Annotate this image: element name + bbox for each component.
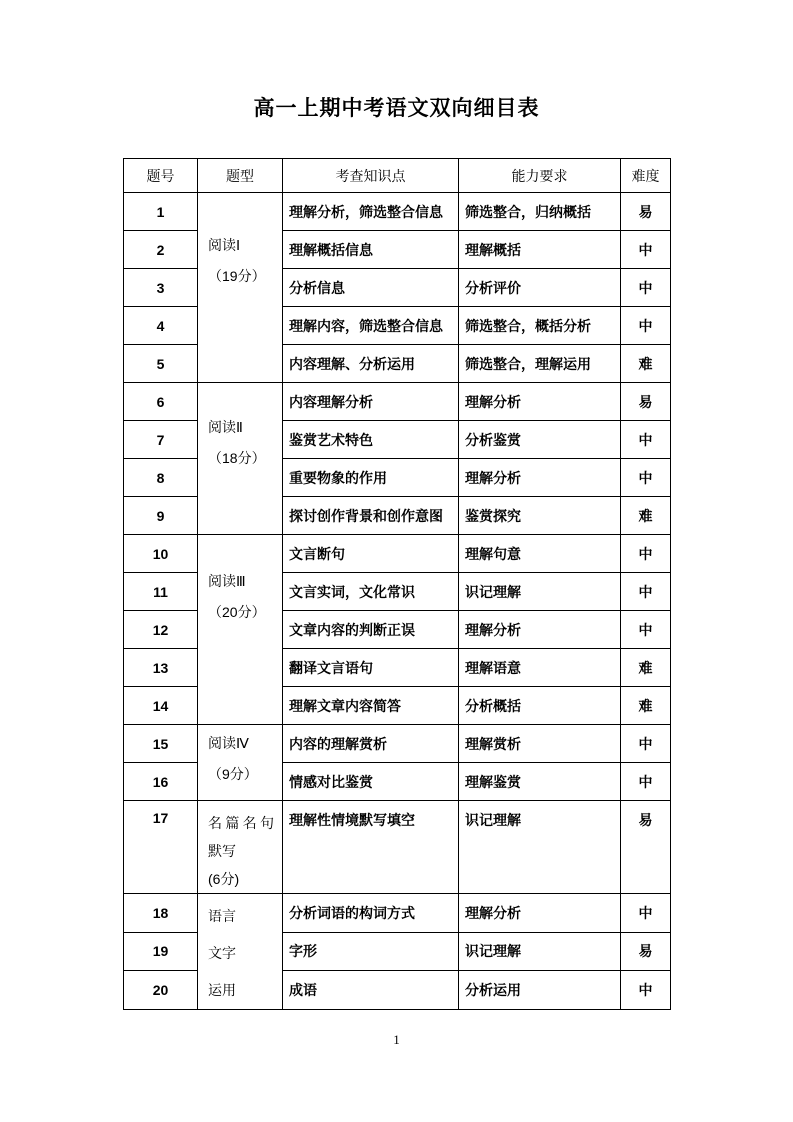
difficulty-cell: 难 [621,497,671,535]
question-number-cell: 13 [124,649,198,687]
question-type-cell [198,193,283,383]
difficulty-cell: 中 [621,421,671,459]
knowledge-point-cell: 鉴赏艺术特色 [283,421,459,459]
ability-requirement-cell: 分析评价 [459,269,621,307]
question-number-cell: 17 [124,801,198,894]
ability-requirement-cell: 分析概括 [459,687,621,725]
difficulty-cell: 中 [621,763,671,801]
table-row [124,535,671,573]
question-type-label: 阅读Ⅳ [208,735,249,751]
knowledge-point-cell: 内容的理解赏析 [283,725,459,763]
knowledge-point-cell: 理解概括信息 [283,231,459,269]
knowledge-point-cell: 成语 [283,971,459,1010]
question-number-cell: 10 [124,535,198,573]
question-type-cell [198,535,283,725]
knowledge-point-cell: 内容理解、分析运用 [283,345,459,383]
question-type-score: (6分) [208,871,240,887]
question-type-score: （18分） [208,450,266,466]
ability-requirement-cell: 理解赏析 [459,725,621,763]
question-number-cell: 7 [124,421,198,459]
difficulty-cell: 易 [621,932,671,971]
knowledge-point-cell: 文言实词，文化常识 [283,573,459,611]
question-number-cell: 2 [124,231,198,269]
difficulty-cell: 中 [621,269,671,307]
ability-requirement-cell: 理解分析 [459,459,621,497]
col-header-knowledge-point: 考查知识点 [283,159,459,193]
question-number-cell: 1 [124,193,198,231]
table-row [124,801,671,894]
question-number-cell: 9 [124,497,198,535]
col-header-ability-requirement: 能力要求 [459,159,621,193]
question-number-cell: 5 [124,345,198,383]
difficulty-cell: 易 [621,383,671,421]
question-number-cell: 12 [124,611,198,649]
page-number: 1 [393,1032,400,1047]
ability-requirement-cell: 理解鉴赏 [459,763,621,801]
page-title: 高一上期中考语文双向细目表 [253,97,540,120]
difficulty-cell: 中 [621,535,671,573]
difficulty-cell: 中 [621,307,671,345]
question-number-cell: 20 [124,971,198,1010]
knowledge-point-cell: 翻译文言语句 [283,649,459,687]
difficulty-cell: 易 [621,801,671,894]
col-header-difficulty: 难度 [621,159,671,193]
difficulty-cell: 易 [621,193,671,231]
knowledge-point-cell: 理解文章内容简答 [283,687,459,725]
col-header-question-type: 题型 [198,159,283,193]
question-type-cell [198,894,283,1010]
question-number-cell: 8 [124,459,198,497]
ability-requirement-cell: 理解语意 [459,649,621,687]
knowledge-point-cell: 探讨创作背景和创作意图 [283,497,459,535]
knowledge-point-cell: 内容理解分析 [283,383,459,421]
knowledge-point-cell: 文言断句 [283,535,459,573]
table-row [124,725,671,763]
question-type-label: 阅读Ⅲ [208,573,246,589]
difficulty-cell: 难 [621,687,671,725]
question-number-cell: 15 [124,725,198,763]
question-type-score: （9分） [208,766,258,782]
difficulty-cell: 中 [621,459,671,497]
question-type-score: （20分） [208,604,266,620]
question-number-cell: 14 [124,687,198,725]
ability-requirement-cell: 筛选整合，概括分析 [459,307,621,345]
question-number-cell: 18 [124,894,198,933]
difficulty-cell: 中 [621,894,671,933]
ability-requirement-cell: 分析运用 [459,971,621,1010]
knowledge-point-cell: 字形 [283,932,459,971]
ability-requirement-cell: 理解概括 [459,231,621,269]
question-type-label: 阅读Ⅰ [208,237,241,253]
question-number-cell: 16 [124,763,198,801]
specification-table [123,158,671,1010]
ability-requirement-cell: 识记理解 [459,932,621,971]
table-row [124,193,671,231]
question-number-cell: 6 [124,383,198,421]
knowledge-point-cell: 情感对比鉴赏 [283,763,459,801]
difficulty-cell: 难 [621,649,671,687]
ability-requirement-cell: 理解分析 [459,383,621,421]
knowledge-point-cell: 分析信息 [283,269,459,307]
question-type-cell [198,383,283,535]
question-type-cell [198,725,283,801]
question-type-label: 名篇名句默写 [208,815,274,859]
ability-requirement-cell: 理解分析 [459,894,621,933]
difficulty-cell: 中 [621,611,671,649]
question-number-cell: 3 [124,269,198,307]
knowledge-point-cell: 理解性情境默写填空 [283,801,459,894]
question-type-cell [198,801,283,894]
ability-requirement-cell: 识记理解 [459,573,621,611]
knowledge-point-cell: 理解内容，筛选整合信息 [283,307,459,345]
difficulty-cell: 难 [621,345,671,383]
knowledge-point-cell: 分析词语的构词方式 [283,894,459,933]
ability-requirement-cell: 筛选整合，归纳概括 [459,193,621,231]
table-header-row [124,159,671,193]
question-type-label: 阅读Ⅱ [208,419,243,435]
question-number-cell: 11 [124,573,198,611]
question-type-label: 语言文字运用 [208,908,236,998]
question-type-score: （19分） [208,268,266,284]
ability-requirement-cell: 筛选整合，理解运用 [459,345,621,383]
difficulty-cell: 中 [621,725,671,763]
ability-requirement-cell: 识记理解 [459,801,621,894]
difficulty-cell: 中 [621,573,671,611]
table-row [124,894,671,933]
difficulty-cell: 中 [621,971,671,1010]
col-header-question-number: 题号 [124,159,198,193]
ability-requirement-cell: 鉴赏探究 [459,497,621,535]
table-row [124,383,671,421]
knowledge-point-cell: 文章内容的判断正误 [283,611,459,649]
knowledge-point-cell: 理解分析，筛选整合信息 [283,193,459,231]
question-number-cell: 4 [124,307,198,345]
knowledge-point-cell: 重要物象的作用 [283,459,459,497]
ability-requirement-cell: 分析鉴赏 [459,421,621,459]
ability-requirement-cell: 理解句意 [459,535,621,573]
difficulty-cell: 中 [621,231,671,269]
ability-requirement-cell: 理解分析 [459,611,621,649]
question-number-cell: 19 [124,932,198,971]
